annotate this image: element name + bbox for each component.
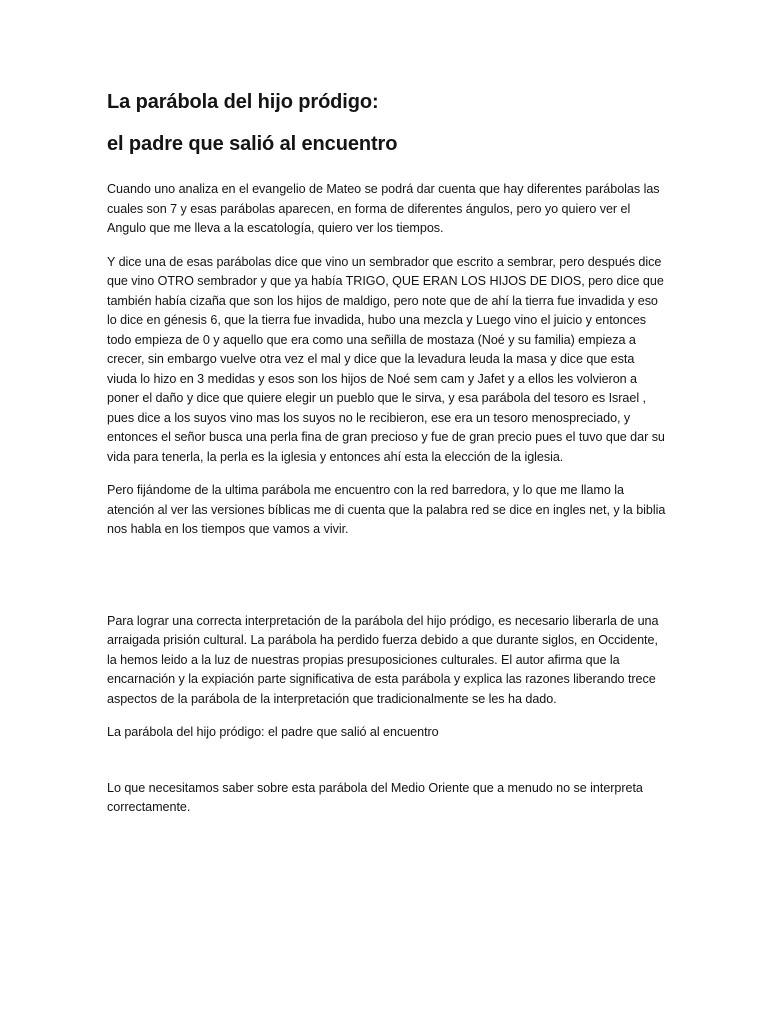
- spacer: [107, 757, 667, 779]
- paragraph-red-barredora: Pero fijándome de la ultima parábola me encuentro con la red barredora, y lo que me llamo la atención al ver las versiones bíblicas me di cuenta que la palabra red se dice en ingles net, y la biblia nos habla en los tiempos que vamos a vivir.: [107, 483, 666, 536]
- spacer: [107, 554, 667, 612]
- document-body: [107, 88, 667, 832]
- paragraph-interpretacion: Para lograr una correcta interpretación de la parábola del hijo pródigo, es necesario liberarla de una arraigada prisión cultural. La parábola ha perdido fuerza debido a que durante siglos, en Occidente, la hemos leido a la luz de nuestras propias presuposiciones culturales. El autor afirma que la encarnación y la expiación parte significativa de esta parábola y explica las razones liberando trece aspectos de la parábola de la interpretación que tradicionalmente se les ha dado.: [107, 613, 659, 706]
- paragraph-repeated-title: La parábola del hijo pródigo: el padre que salió al encuentro: [107, 725, 439, 739]
- paragraph-sembrador: Y dice una de esas parábolas dice que vino un sembrador que escrito a sembrar, pero después dice que vino OTRO sembrador y que ya había TRIGO, QUE ERAN LOS HIJOS DE DIOS, pero dice que también había cizaña que son los hijos de maldigo, pero note que de ahí la tierra fue invadida y eso lo dice en génesis 6, que la tierra fue invadida, hubo una mezcla y Luego vino el juicio y entonces todo empieza de 0 y aquello que era como una señilla de mostaza (Noé y su familia) empieza a crecer, sin embargo vuelve otra vez el mal y dice que la levadura leuda la masa y dice que esta viuda lo hizo en 3 medidas y esos son los hijos de Noé sem cam y Jafet y a ellos les volvieron a poner el daño y dice que quiere elegir un pueblo que le sirva, y esa parábola del tesoro es Israel , pues dice a los suyos vino mas los suyos no le recibieron, ese era un tesoro menospreciado, y entonces el señor busca una perla fina de gran precioso y fue de gran precio pues el tuvo que dar su vida para tenerla, la perla es la iglesia y entonces ahí esta la elección de la iglesia.: [107, 254, 665, 464]
- paragraph-medio-oriente: Lo que necesitamos saber sobre esta parábola del Medio Oriente que a menudo no se interpreta correctamente.: [107, 780, 643, 814]
- document-title: La parábola del hijo pródigo:: [107, 91, 379, 113]
- paragraph-intro: Cuando uno analiza en el evangelio de Mateo se podrá dar cuenta que hay diferentes parábolas las cuales son 7 y esas parábolas aparecen, en forma de diferentes ángulos, pero yo quiero ver el Angulo que me lleva a la escatología, quiero ver los tiempos.: [107, 182, 660, 235]
- document-subtitle: el padre que salió al encuentro: [107, 133, 398, 155]
